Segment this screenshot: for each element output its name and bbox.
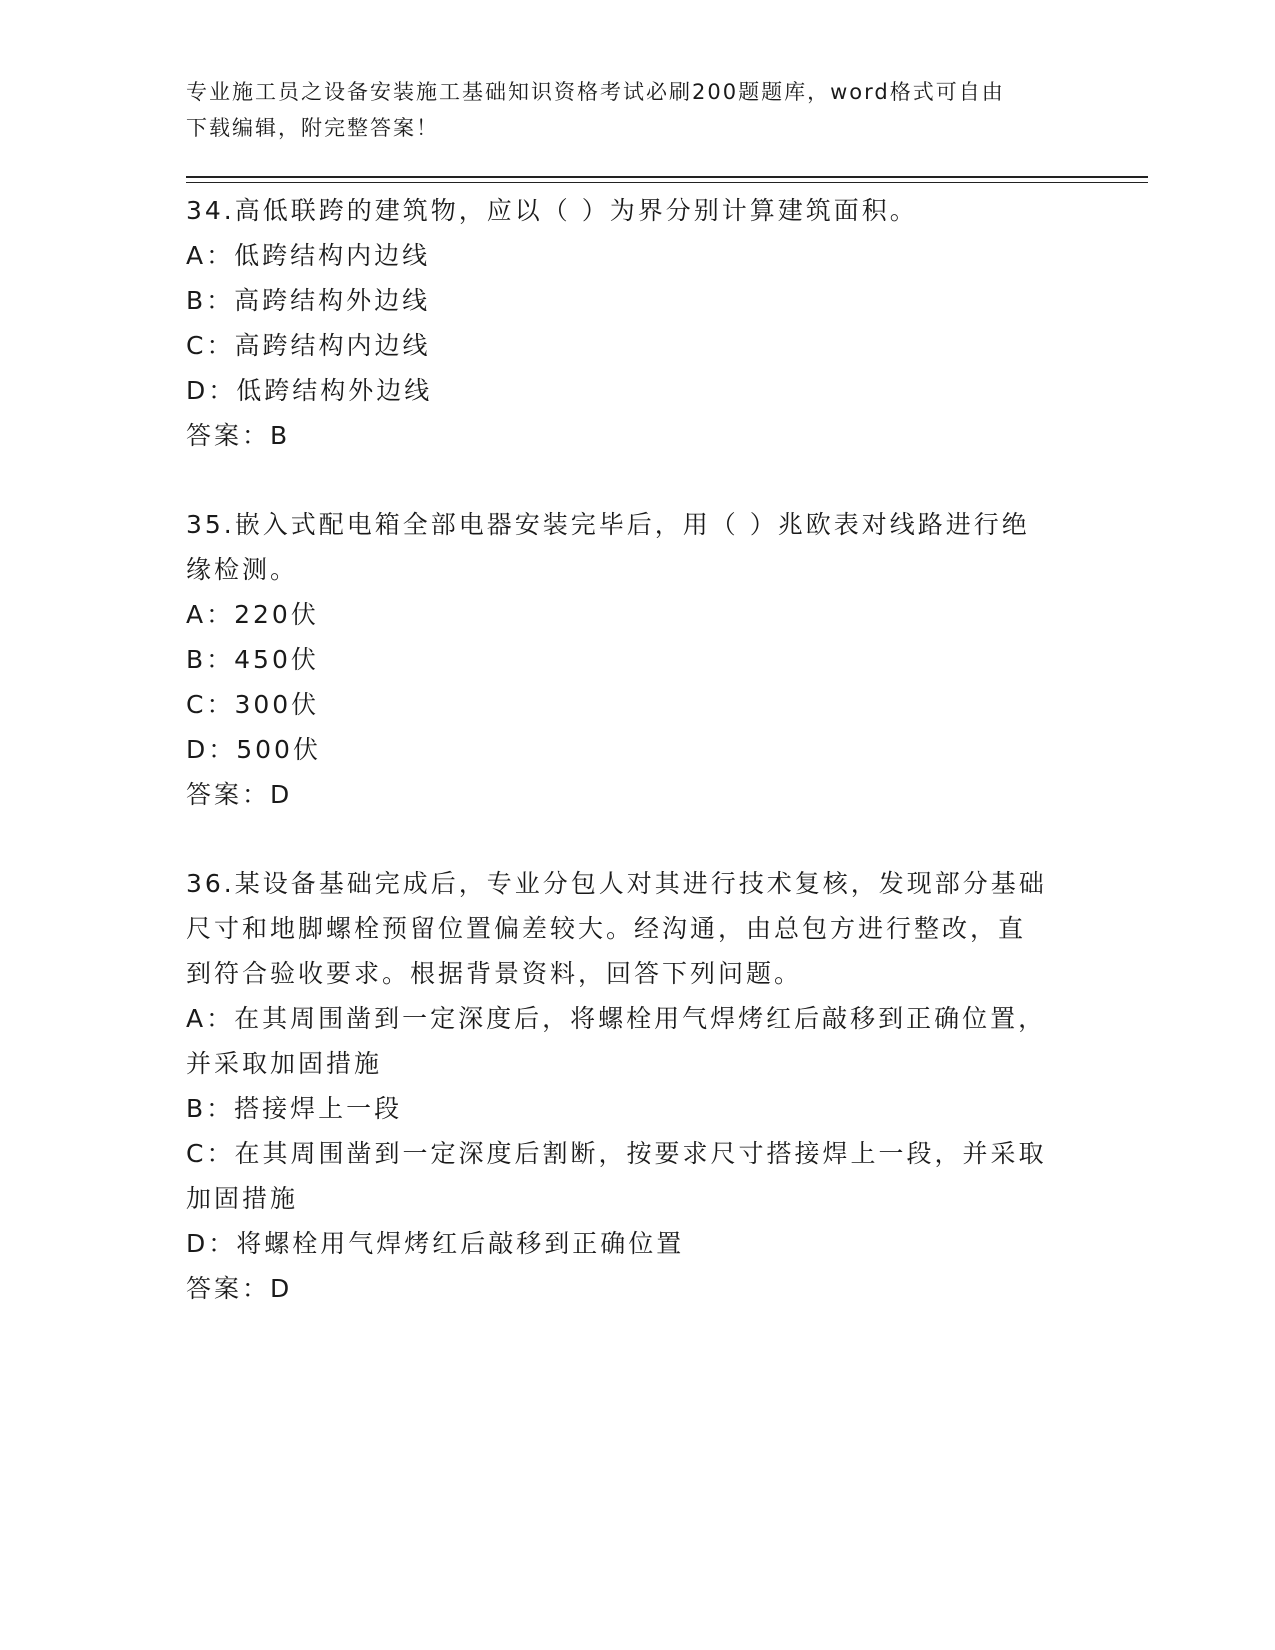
question-stem-line-3: 到符合验收要求。根据背景资料，回答下列问题。 [186, 959, 803, 988]
option-c: C：高跨结构内边线 [186, 331, 431, 360]
option-a-line-2: 并采取加固措施 [186, 1049, 383, 1078]
question-stem: 34.高低联跨的建筑物，应以（ ）为界分别计算建筑面积。 [186, 196, 918, 225]
question-34 [186, 188, 1066, 458]
question-list [186, 188, 1066, 1311]
option-b: B：高跨结构外边线 [186, 286, 431, 315]
option-d: D：500伏 [186, 735, 321, 764]
option-a-line-1: A：在其周围凿到一定深度后，将螺栓用气焊烤红后敲移到正确位置， [186, 1004, 1047, 1033]
option-b: B：搭接焊上一段 [186, 1094, 403, 1123]
document-header [186, 74, 1066, 146]
answer: 答案：D [186, 780, 293, 809]
spacer [186, 458, 1066, 502]
option-d: D：低跨结构外边线 [186, 376, 433, 405]
question-stem-line-1: 36.某设备基础完成后，专业分包人对其进行技术复核，发现部分基础 [186, 869, 1047, 898]
question-stem-line-2: 缘检测。 [186, 555, 299, 584]
question-stem-line-1: 35.嵌入式配电箱全部电器安装完毕后，用（ ）兆欧表对线路进行绝 [186, 510, 1030, 539]
option-a: A：220伏 [186, 600, 319, 629]
question-36 [186, 861, 1066, 1311]
answer: 答案：B [186, 421, 291, 450]
option-d: D：将螺栓用气焊烤红后敲移到正确位置 [186, 1229, 685, 1258]
option-c: C：300伏 [186, 690, 320, 719]
option-c-line-1: C：在其周围凿到一定深度后割断，按要求尺寸搭接焊上一段，并采取 [186, 1139, 1047, 1168]
question-stem-line-2: 尺寸和地脚螺栓预留位置偏差较大。经沟通，由总包方进行整改，直 [186, 914, 1027, 943]
answer: 答案：D [186, 1274, 293, 1303]
question-35 [186, 502, 1066, 817]
option-a: A：低跨结构内边线 [186, 241, 431, 270]
header-title-line-1: 专业施工员之设备安装施工基础知识资格考试必刷200题题库，word格式可自由 [186, 80, 1005, 104]
option-c-line-2: 加固措施 [186, 1184, 299, 1213]
header-divider [186, 176, 1148, 178]
header-title-line-2: 下载编辑，附完整答案！ [186, 116, 439, 140]
spacer [186, 817, 1066, 861]
option-b: B：450伏 [186, 645, 319, 674]
